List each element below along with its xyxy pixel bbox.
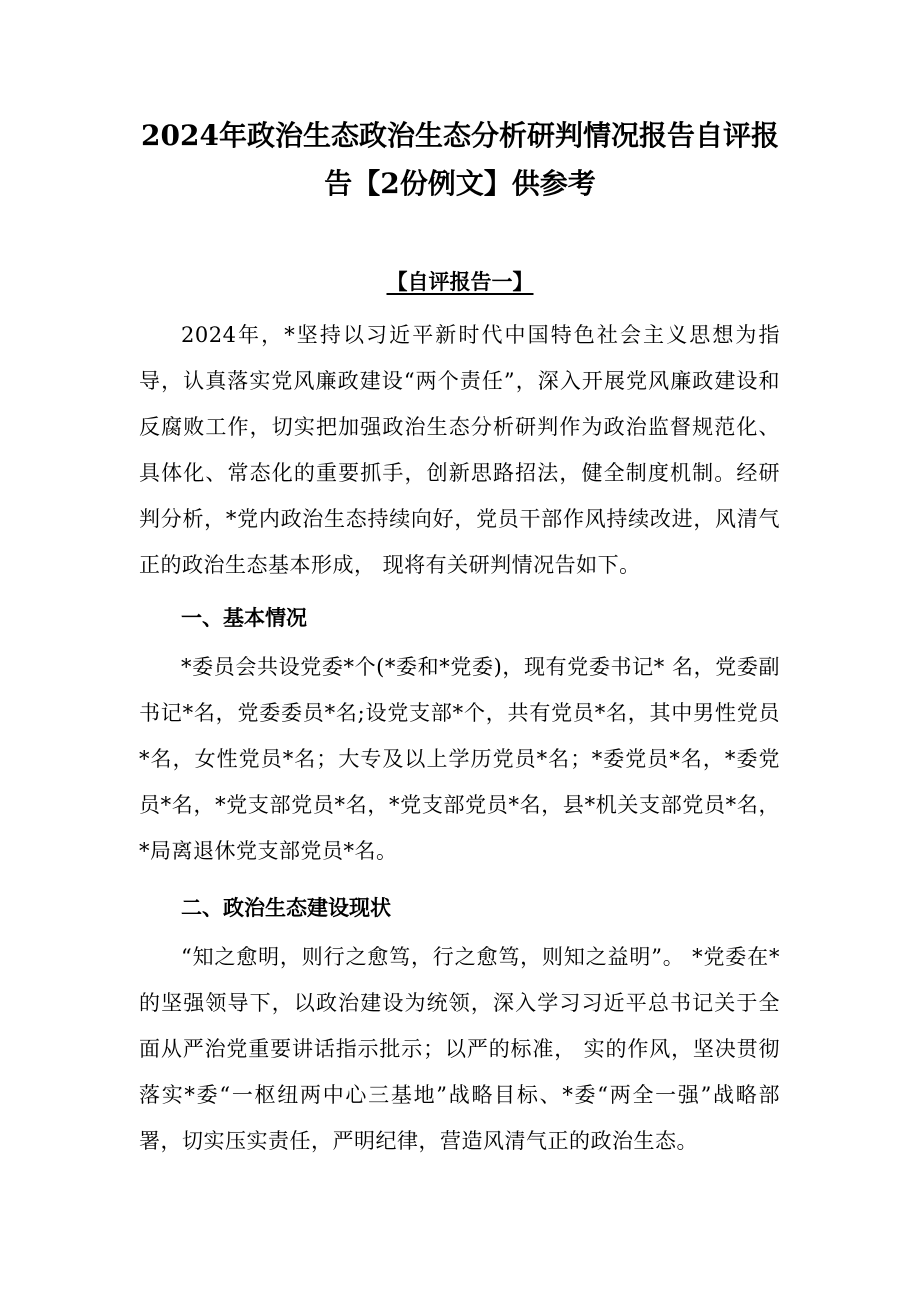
heading-basic-situation: 一、基本情况 bbox=[181, 605, 307, 630]
section-label bbox=[0, 266, 920, 298]
paragraph-ecology-status: “知之愈明，则行之愈笃，行之愈笃，则知之益明”。 *党委在*的坚强领导下，以政治建设为统领，深入学习习近平总书记关于全面从严治党重要讲话指示批示；以严的标准， 实的作风，坚决贯彻落实*委“一枢纽两中心三基地”战略目标、*委“两全一强”战略部署，切实压实责任，严明纪律，营造风清气正的政治生态。 bbox=[139, 945, 780, 1153]
paragraph-basic-situation: *委员会共设党委*个(*委和*党委)，现有党委书记* 名，党委副书记*名，党委委员*名;设党支部*个，共有党员*名，其中男性党员*名，女性党员*名；大专及以上学历党员*名；*委党员*名，*委党员*名，*党支部党员*名，*党支部党员*名，县*机关支部党员*名，*局离退休党支部党员*名。 bbox=[139, 655, 780, 863]
document-title: 2024年政治生态政治生态分析研判情况报告自评报告【2份例文】供参考 bbox=[141, 119, 779, 200]
heading-ecology-status: 二、政治生态建设现状 bbox=[181, 895, 391, 920]
section-label-text: 【自评报告一】 bbox=[386, 269, 534, 294]
paragraph-intro: 2024年，*坚持以习近平新时代中国特色社会主义思想为指导，认真落实党风廉政建设“两个责任”，深入开展党风廉政建设和反腐败工作，切实把加强政治生态分析研判作为政治监督规范化、具体化、常态化的重要抓手，创新思路招法，健全制度机制。经研判分析，*党内政治生态持续向好，党员干部作风持续改进，风清气正的政治生态基本形成， 现将有关研判情况告如下。 bbox=[139, 323, 780, 577]
